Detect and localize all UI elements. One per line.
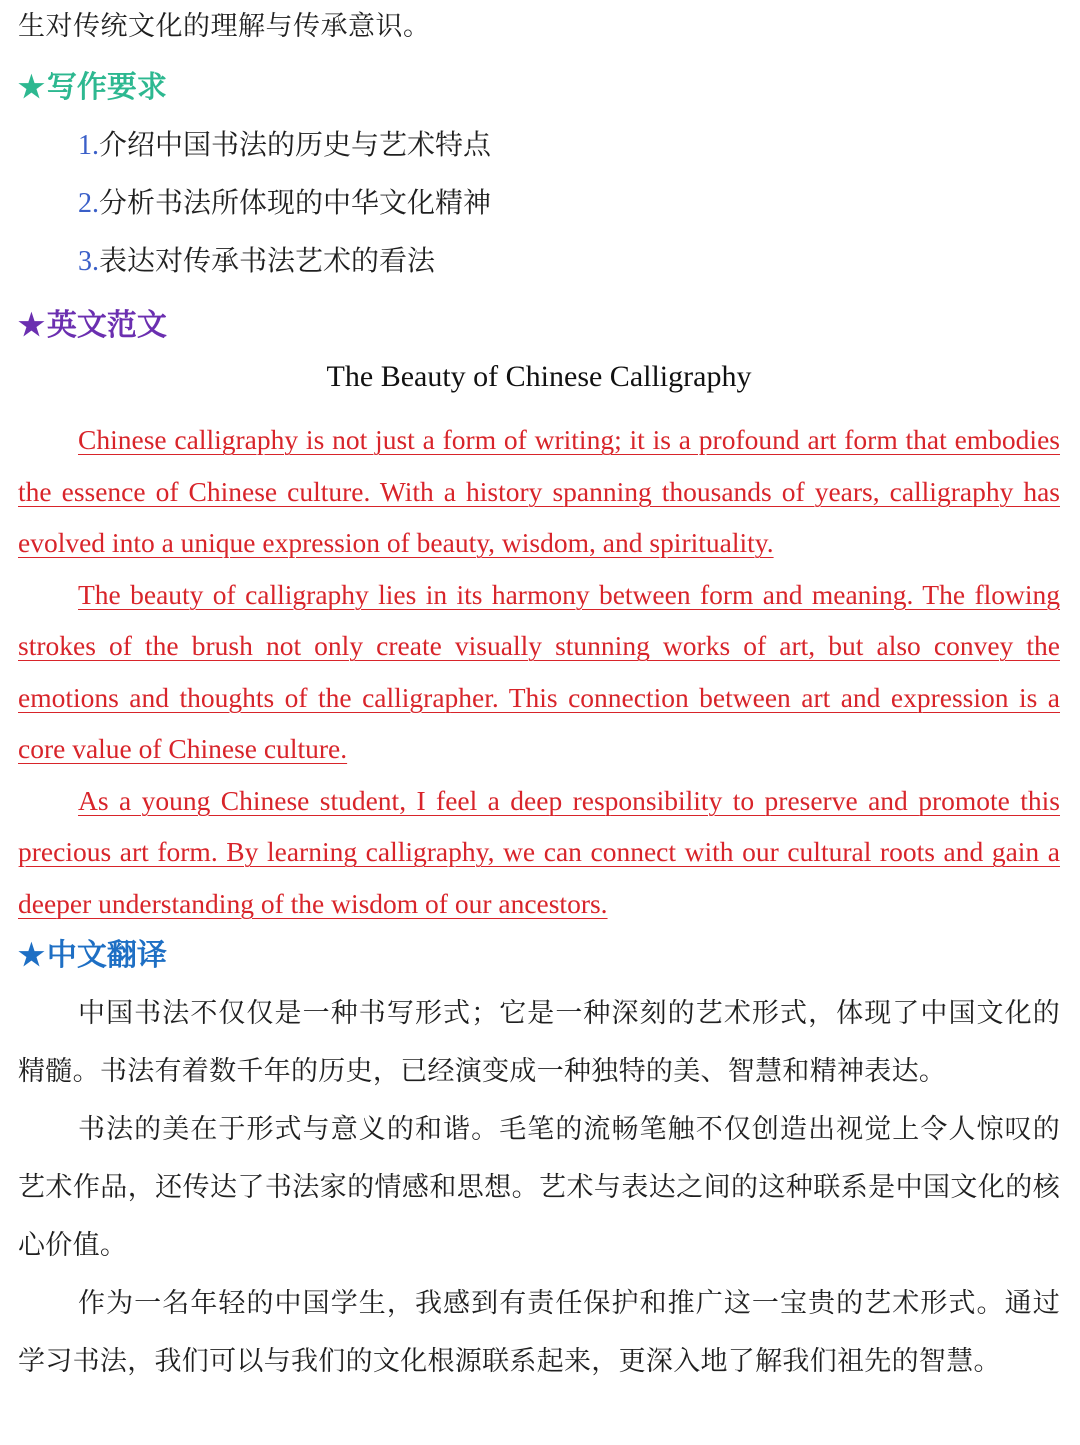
- list-item: [78, 182, 491, 240]
- list-item: [78, 124, 491, 182]
- section-heading-requirements: [18, 62, 167, 106]
- translation-paragraph: 书法的美在于形式与意义的和谐。毛笔的流畅笔触不仅创造出视觉上令人惊叹的艺术作品，还传达了书法家的情感和思想。艺术与表达之间的这种联系是中国文化的核心价值。: [18, 1114, 1060, 1261]
- english-essay: [18, 414, 1060, 929]
- section-heading-chinese-label: 中文翻译: [46, 938, 167, 973]
- section-heading-requirements-label: 写作要求: [46, 70, 167, 105]
- translation-paragraph: 作为一名年轻的中国学生，我感到有责任保护和推广这一宝贵的艺术形式。通过学习书法，我们可以与我们的文化根源联系起来，更深入地了解我们祖先的智慧。: [18, 1288, 1060, 1377]
- list-item-number: 2.: [78, 188, 99, 219]
- essay-paragraph: As a young Chinese student, I feel a deep responsibility to preserve and promote this precious art form. By learning calligraphy, we can connect with our cultural roots and gain a deeper understanding of the wisdom of our ancestors.: [18, 784, 1060, 919]
- translation-paragraph: 中国书法不仅仅是一种书写形式；它是一种深刻的艺术形式，体现了中国文化的精髓。书法有着数千年的历史，已经演变成一种独特的美、智慧和精神表达。: [18, 998, 1060, 1087]
- essay-title: The Beauty of Chinese Calligraphy: [326, 360, 752, 393]
- section-heading-chinese-translation: [18, 930, 167, 974]
- star-icon: ★: [18, 70, 45, 105]
- list-item-text: 分析书法所体现的中华文化精神: [99, 186, 492, 219]
- section-heading-english-label: 英文范文: [46, 308, 167, 343]
- list-item: [78, 240, 491, 298]
- list-item-text: 表达对传承书法艺术的看法: [99, 244, 436, 277]
- section-heading-english-sample: [18, 300, 167, 344]
- star-icon: ★: [18, 938, 45, 973]
- intro-line: 生对传统文化的理解与传承意识。: [18, 11, 431, 42]
- list-item-number: 1.: [78, 130, 99, 161]
- requirements-list: [78, 124, 491, 298]
- essay-paragraph: Chinese calligraphy is not just a form of writing; it is a profound art form that embodies the essence of Chinese culture. With a history spanning thousands of years, calligraphy has evolved into a unique expression of beauty, wisdom, and spirituality.: [18, 424, 1060, 558]
- list-item-text: 介绍中国书法的历史与艺术特点: [99, 128, 492, 161]
- essay-paragraph: The beauty of calligraphy lies in its harmony between form and meaning. The flowing strokes of the brush not only create visually stunning works of art, but also convey the emotions and thoughts of the calligrapher. This connection between art and expression is a core value of Chinese culture.: [18, 578, 1060, 764]
- chinese-translation: [18, 985, 1060, 1391]
- list-item-number: 3.: [78, 246, 99, 277]
- star-icon: ★: [18, 308, 45, 343]
